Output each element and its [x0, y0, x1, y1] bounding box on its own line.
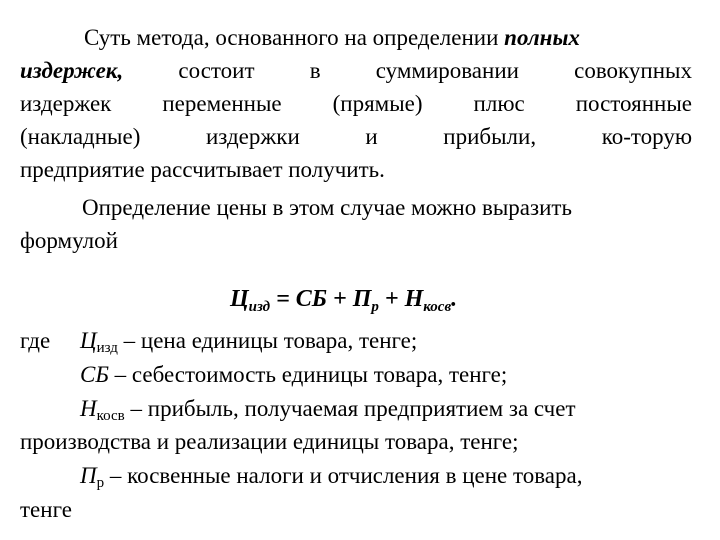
- formula-end: .: [451, 286, 458, 312]
- word: суммировании: [375, 58, 519, 83]
- word: ко-торую: [601, 124, 692, 149]
- definition-symbol: Н: [80, 396, 97, 421]
- word: в: [309, 58, 321, 83]
- paragraph1-line2: [20, 57, 692, 85]
- definition-text: – цена единицы товара, тенге;: [117, 328, 418, 353]
- definition-symbol: СБ: [80, 362, 109, 387]
- definition-text: – косвенные налоги и отчисления в цене товара,: [104, 463, 583, 488]
- word: издержек: [20, 91, 112, 116]
- where-label: где: [20, 328, 51, 353]
- definition-4-continuation: [20, 496, 692, 524]
- word: состоит: [178, 58, 255, 83]
- word: издержки: [205, 124, 300, 149]
- word: прибыли,: [443, 124, 537, 149]
- paragraph1-line3: [20, 90, 692, 118]
- word: постоянные: [575, 91, 692, 116]
- paragraph1-text: Суть метода, основанного на определении: [84, 25, 505, 50]
- word: (накладные): [20, 124, 141, 149]
- paragraph1-text: предприятие рассчитывает получить.: [20, 157, 385, 182]
- paragraph2-text: Определение цены в этом случае можно выразить: [82, 195, 572, 220]
- definition-1: [20, 327, 692, 355]
- word: совокупных: [574, 58, 692, 83]
- paragraph2-line2: [20, 227, 692, 255]
- price-formula: [230, 286, 457, 316]
- formula-lhs-subscript: изд: [248, 299, 271, 315]
- formula-eq: = СБ + П: [270, 286, 372, 312]
- definition-3: [80, 395, 692, 423]
- definition-symbol: Ц: [79, 328, 97, 353]
- definition-subscript: косв: [96, 408, 125, 424]
- definition-subscript: р: [96, 475, 105, 491]
- formula-lhs: Ц: [230, 286, 249, 312]
- definition-subscript: изд: [96, 340, 118, 356]
- definition-text: производства и реализации единицы товара, тенге;: [20, 429, 519, 454]
- paragraph1-line5: [20, 156, 692, 184]
- definition-4: [80, 462, 692, 490]
- word: (прямые): [332, 91, 423, 116]
- paragraph1-line1: [84, 24, 692, 52]
- formula-plus: + Н: [378, 286, 424, 312]
- definition-2: [80, 361, 692, 389]
- word: и: [365, 124, 378, 149]
- word: переменные: [162, 91, 282, 116]
- definition-text: тенге: [20, 497, 72, 522]
- paragraph2-text: формулой: [20, 228, 118, 253]
- paragraph1-emphasis: полных: [504, 25, 580, 50]
- formula-n-subscript: косв: [423, 299, 452, 315]
- word: плюс: [473, 91, 525, 116]
- definition-symbol: П: [80, 463, 97, 488]
- definition-3-continuation: [20, 428, 692, 456]
- paragraph1-emphasis: издержек,: [20, 58, 124, 83]
- definition-text: – прибыль, получаемая предприятием за счет: [124, 396, 576, 421]
- formula-p-subscript: р: [371, 299, 379, 315]
- paragraph1-line4: [20, 123, 692, 151]
- paragraph2-line1: [82, 194, 692, 222]
- definition-text: – себестоимость единицы товара, тенге;: [108, 362, 508, 387]
